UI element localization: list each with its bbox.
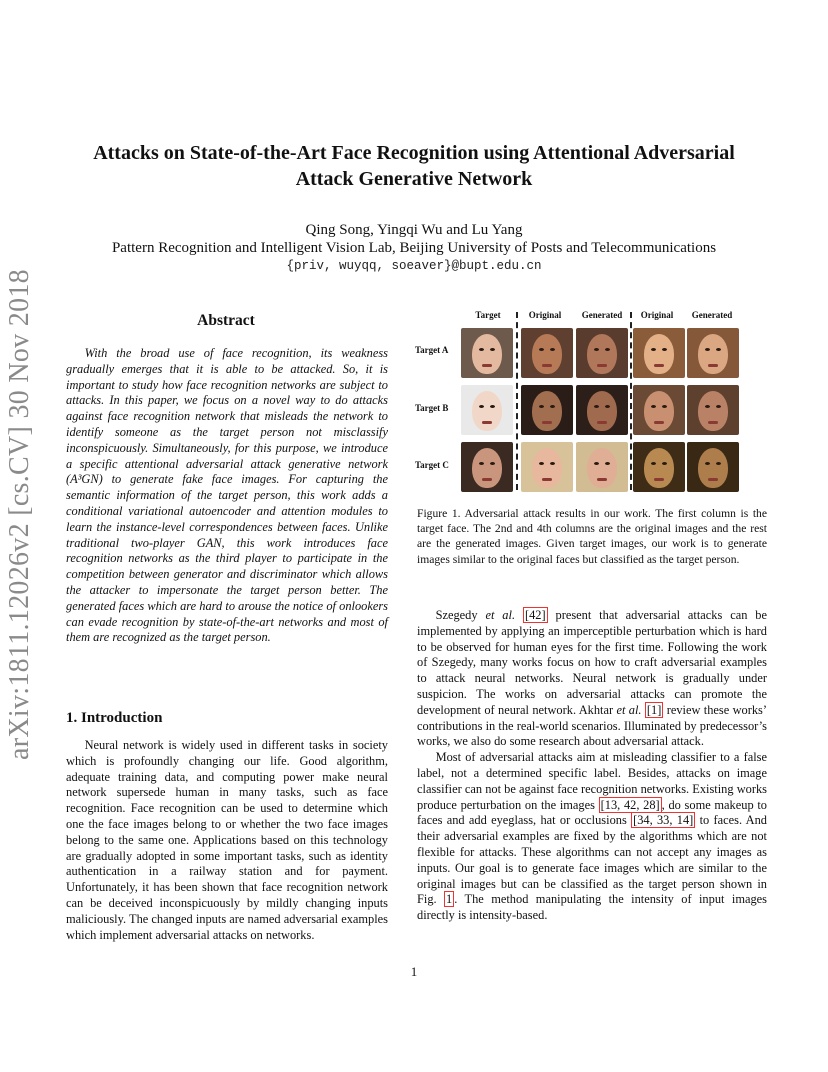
abstract-body: With the broad use of face recognition, its weakness gradually emerges that it is able to be attacked. So, it is important to study how face recognition networks are subject to attacks. In this paper, we focus on a novel way to do attacks against face recognition network that misleads the network to identify someone as the target person not misclassify inconspicuously. Simultaneously, for this purpose, we introduce a specific attentional adversarial attack generative network (A³GN) to generate fake face images. For capturing the semantic information of the target person, this work adds a conditional variational autoencoder and attention modules to learn the instance-level correspondences between faces. Unlike traditional two-player GAN, this work introduces face recognition networks as the third player to participate in the competition between generator and discriminator which allows the attacker to impersonate the target person better. The generated faces which are hard to arouse the notice of onlookers can evade recognition by state-of-the-art networks and most of them are recognized as the target person. bbox=[66, 346, 388, 645]
face-image bbox=[633, 442, 685, 492]
intro-body-right bbox=[417, 608, 767, 924]
citation-link[interactable]: [13, 42, 28] bbox=[600, 797, 660, 812]
text-span: to faces. And their adversarial examples are fixed by the algorithms which are not flexible for attacks. These algorithms can not accept any images as inputs. Our goal is to generate face images which are similar to the original images but can be classified as the target person shown in Fig. bbox=[417, 813, 767, 907]
text-span: present that adversarial attacks can be implemented by applying an imperceptible perturbation which is hard to be observed for human eyes for the first time. Following the work of Szegedy, many works focus on how to craft adversarial examples to attack neural networks. Neural network is gradually under suspicion. The works on adversarial attacks can promote the development of neural network. Akhtar bbox=[417, 608, 767, 717]
paper-title bbox=[70, 140, 758, 192]
intro-paragraph-2 bbox=[417, 608, 767, 750]
face-image bbox=[633, 328, 685, 378]
col-label-generated-2: Generated bbox=[691, 310, 733, 320]
title-line-2: Attack Generative Network bbox=[295, 168, 533, 190]
page-number: 1 bbox=[410, 964, 418, 979]
col-label-original-1: Original bbox=[528, 310, 562, 320]
citation-link[interactable]: [34, 33, 14] bbox=[633, 813, 694, 828]
intro-body: Neural network is widely used in different tasks in society which is profoundly changing our life. Good algorithm, adequate training data, and computing power make neural network supersede human in many tasks, such as face recognition. Face recognition can be used to determine which one the face images belong to or whether the two face images belong to the same one. Applications based on this technology are gradually adopted in some important tasks, such as identity authentication in a railway station and for payment. Unfortunately, it has been shown that face recognition network can be deceived inconspicuously by mildly changing inputs maliciously. The changed inputs are named adversarial examples which implement adversarial attacks on networks. bbox=[66, 738, 388, 942]
face-image bbox=[461, 385, 513, 435]
face-image bbox=[687, 442, 739, 492]
et-al: et al. bbox=[616, 702, 642, 717]
arxiv-watermark: arXiv:1811.12026v2 [cs.CV] 30 Nov 2018 bbox=[4, 269, 35, 760]
face-image bbox=[576, 328, 628, 378]
separator-2 bbox=[630, 312, 632, 490]
face-image bbox=[633, 385, 685, 435]
face-image bbox=[687, 328, 739, 378]
email: {priv, wuyqq, soeaver}@bupt.edu.cn bbox=[286, 259, 542, 273]
et-al: et al. bbox=[485, 608, 516, 622]
intro-heading: 1. Introduction bbox=[66, 710, 163, 726]
text-span: , do some makeup to faces and add eyeglass, hat or occlusions bbox=[417, 797, 767, 828]
row-label-b: Target B bbox=[415, 403, 449, 413]
face-image bbox=[576, 385, 628, 435]
citation-link[interactable]: [1] bbox=[646, 702, 662, 717]
text-span: review these works’ contributions in the real-world scenarios. Illuminated by predecessor’s works, we also do some research about adversarial attack. bbox=[417, 702, 767, 749]
text-span: . The method manipulating the intensity of input images directly is intensity-based. bbox=[417, 892, 767, 923]
intro-paragraph-3 bbox=[417, 750, 767, 924]
text-span bbox=[515, 608, 523, 622]
authors: Qing Song, Yingqi Wu and Lu Yang bbox=[305, 222, 523, 238]
citation-link[interactable]: [42] bbox=[524, 608, 546, 622]
face-image bbox=[576, 442, 628, 492]
separator-1 bbox=[516, 312, 518, 490]
figure-1 bbox=[415, 310, 775, 500]
figure-link[interactable]: 1 bbox=[446, 892, 453, 907]
row-label-c: Target C bbox=[415, 460, 449, 470]
face-image bbox=[521, 328, 573, 378]
row-label-a: Target A bbox=[415, 345, 449, 355]
text-span: Most of adversarial attacks aim at misleading classifier to a false label, not a determined specific label. Besides, attacks on image classifier can not be against face recognition networks. Existing works produce perturbation on the images bbox=[417, 750, 767, 812]
text-span: Szegedy bbox=[435, 608, 486, 622]
title-line-1: Attacks on State-of-the-Art Face Recognition using Attentional Adversarial bbox=[93, 142, 735, 164]
col-label-generated-1: Generated bbox=[581, 310, 623, 320]
face-image bbox=[521, 442, 573, 492]
face-image bbox=[461, 442, 513, 492]
figure-1-caption: Figure 1. Adversarial attack results in our work. The first column is the target face. The 2nd and 4th columns are the original images and the rest are the generated images. Given target images, our work is to generate images similar to the original faces but classified as the target person. bbox=[417, 507, 767, 566]
affiliation: Pattern Recognition and Intelligent Vision Lab, Beijing University of Posts and Telecommunications bbox=[111, 240, 717, 256]
col-label-original-2: Original bbox=[640, 310, 674, 320]
col-label-target: Target bbox=[475, 310, 501, 320]
abstract-heading: Abstract bbox=[197, 312, 255, 329]
face-image bbox=[687, 385, 739, 435]
face-image bbox=[461, 328, 513, 378]
face-image bbox=[521, 385, 573, 435]
